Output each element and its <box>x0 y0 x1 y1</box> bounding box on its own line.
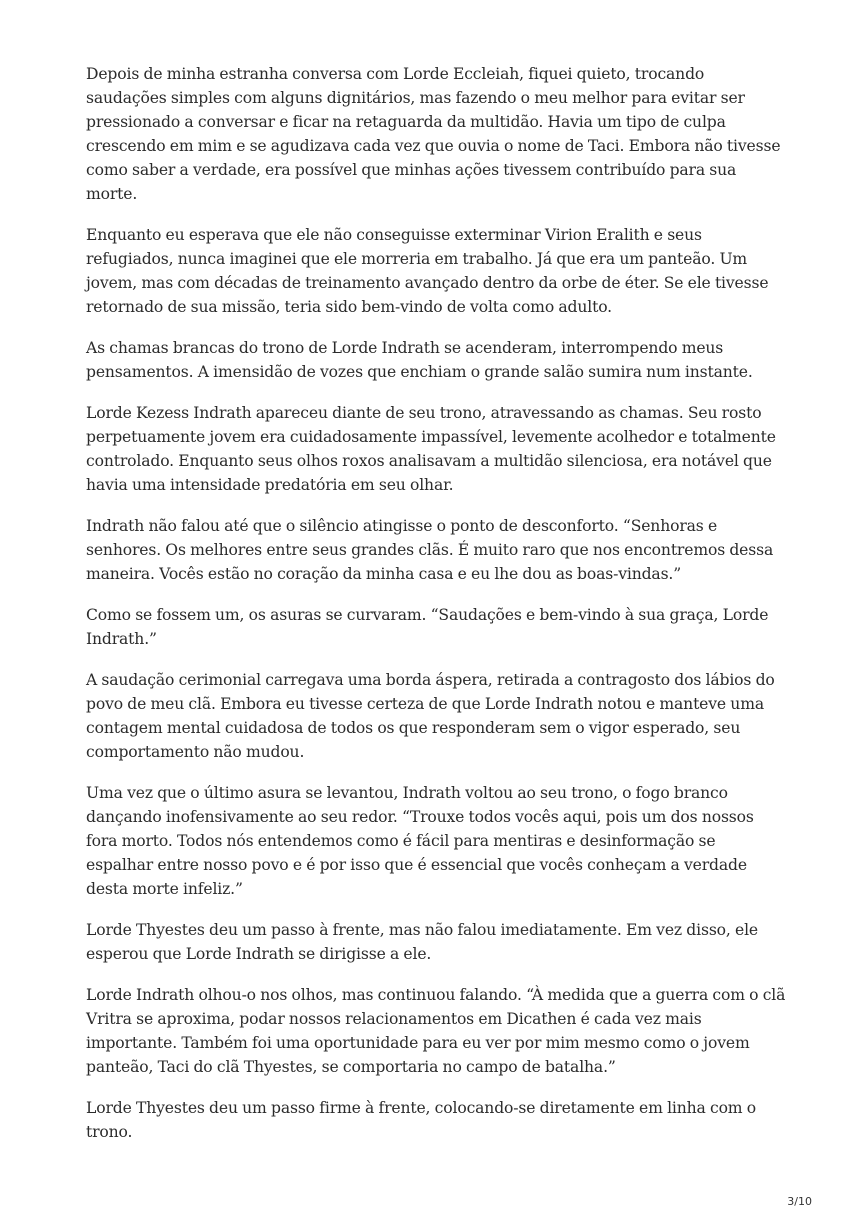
paragraph-10: Lorde Indrath olhou-o nos olhos, mas continuou falando. “À medida que a guerra com o clã Vritra se aproxima, podar nossos relacionamentos em Dicathen é cada vez mais importante. Também foi uma oportunidade para eu ver por mim mesmo como o jovem panteão, Taci do clã Thyestes, se comportaria no campo de batalha.” <box>86 986 786 1076</box>
paragraph-5: Indrath não falou até que o silêncio atingisse o ponto de desconforto. “Senhoras e senhores. Os melhores entre seus grandes clãs. É muito raro que nos encontremos dessa maneira. Vocês estão no coração da minha casa e eu lhe dou as boas-vindas.” <box>86 517 774 583</box>
paragraph-11: Lorde Thyestes deu um passo firme à frente, colocando-se diretamente em linha com o trono. <box>86 1099 756 1141</box>
paragraph-3: As chamas brancas do trono de Lorde Indrath se acenderam, interrompendo meus pensamentos. A imensidão de vozes que enchiam o grande salão sumira num instante. <box>86 339 753 381</box>
paragraph-1: Depois de minha estranha conversa com Lorde Eccleiah, fiquei quieto, trocando saudações simples com alguns dignitários, mas fazendo o meu melhor para evitar ser pressionado a conversar e ficar na retaguarda da multidão. Havia um tipo de culpa crescendo em mim e se agudizava cada vez que ouvia o nome de Taci. Embora não tivesse como saber a verdade, era possível que minhas ações tivessem contribuído para sua morte. <box>86 65 781 203</box>
paragraph-2: Enquanto eu esperava que ele não conseguisse exterminar Virion Eralith e seus refugiados, nunca imaginei que ele morreria em trabalho. Já que era um panteão. Um jovem, mas com décadas de treinamento avançado dentro da orbe de éter. Se ele tivesse retornado de sua missão, teria sido bem-vindo de volta como adulto. <box>86 226 769 316</box>
document-page <box>86 62 786 1161</box>
paragraph-6: Como se fossem um, os asuras se curvaram. “Saudações e bem-vindo à sua graça, Lorde Indrath.” <box>86 606 769 648</box>
paragraph-8: Uma vez que o último asura se levantou, Indrath voltou ao seu trono, o fogo branco dançando inofensivamente ao seu redor. “Trouxe todos vocês aqui, pois um dos nossos fora morto. Todos nós entendemos como é fácil para mentiras e desinformação se espalhar entre nosso povo e é por isso que é essencial que vocês conheçam a verdade desta morte infeliz.” <box>86 784 754 898</box>
paragraph-9: Lorde Thyestes deu um passo à frente, mas não falou imediatamente. Em vez disso, ele esperou que Lorde Indrath se dirigisse a ele. <box>86 921 759 963</box>
page-number: 3/10 <box>787 1195 812 1208</box>
paragraph-4: Lorde Kezess Indrath apareceu diante de seu trono, atravessando as chamas. Seu rosto perpetuamente jovem era cuidadosamente impassível, levemente acolhedor e totalmente controlado. Enquanto seus olhos roxos analisavam a multidão silenciosa, era notável que havia uma intensidade predatória em seu olhar. <box>86 404 776 494</box>
paragraph-7: A saudação cerimonial carregava uma borda áspera, retirada a contragosto dos lábios do povo de meu clã. Embora eu tivesse certeza de que Lorde Indrath notou e manteve uma contagem mental cuidadosa de todos os que responderam sem o vigor esperado, seu comportamento não mudou. <box>86 671 775 761</box>
